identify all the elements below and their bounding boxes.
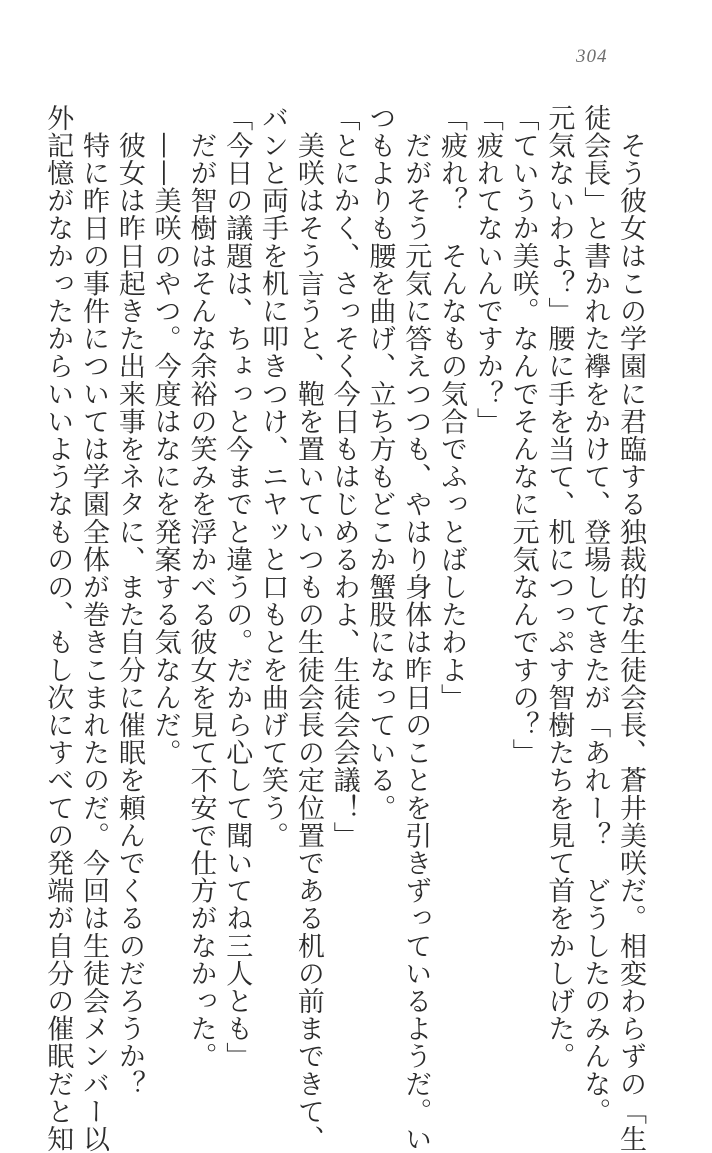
text-line: 徒会長」と書かれた襷をかけて、登場してきたが「あれー？ どうしたのみんな。 xyxy=(579,104,611,1126)
text-line: ——美咲のやつ。今度はなにを発案する気なんだ。 xyxy=(149,104,181,767)
text-line: つもよりも腰を曲げ、立ち方もどこか蟹股になっている。 xyxy=(364,104,396,822)
text-line: 「ていうか美咲。なんでそんなに元気なんですの？」 xyxy=(507,104,539,767)
text-line: バンと両手を机に叩きつけ、ニヤッと口もとを曲げて笑う。 xyxy=(257,104,289,850)
text-line: 「疲れてないんですか？」 xyxy=(471,104,503,436)
vertical-text-body xyxy=(42,104,648,1153)
text-line: 元気ないわよ？」腰に手を当て、机につっぷす智樹たちを見て首をかしげた。 xyxy=(543,104,575,1070)
text-line: 外記憶がなかったからいいようなものの、もし次にすべての発端が自分の催眠だと知 xyxy=(42,104,74,1153)
page-number: 304 xyxy=(576,46,608,67)
text-line: 美咲はそう言うと、鞄を置いていつもの生徒会長の定位置である机の前まできて、 xyxy=(292,104,324,1153)
text-line: だが智樹はそんな余裕の笑みを浮かべる彼女を見て不安で仕方がなかった。 xyxy=(185,104,217,1070)
text-line: 特に昨日の事件については学園全体が巻きこまれたのだ。今回は生徒会メンバー以 xyxy=(78,104,110,1153)
text-line: 「疲れ？ そんなもの気合でふっとばしたわよ」 xyxy=(436,104,468,712)
text-line: だがそう元気に答えつつも、やはり身体は昨日のことを引きずっているようだ。い xyxy=(400,104,432,1153)
text-line: 「今日の議題は、ちょっと今までと違うの。だから心して聞いてね三人とも」 xyxy=(221,104,253,1070)
text-line: そう彼女はこの学園に君臨する独裁的な生徒会長、蒼井美咲だ。相変わらずの「生 xyxy=(615,104,646,1153)
text-line: 「とにかく、さっそく今日もはじめるわよ、生徒会会議！」 xyxy=(328,104,360,850)
text-line: 彼女は昨日起きた出来事をネタに、また自分に催眠を頼んでくるのだろうか？ xyxy=(113,104,145,1098)
